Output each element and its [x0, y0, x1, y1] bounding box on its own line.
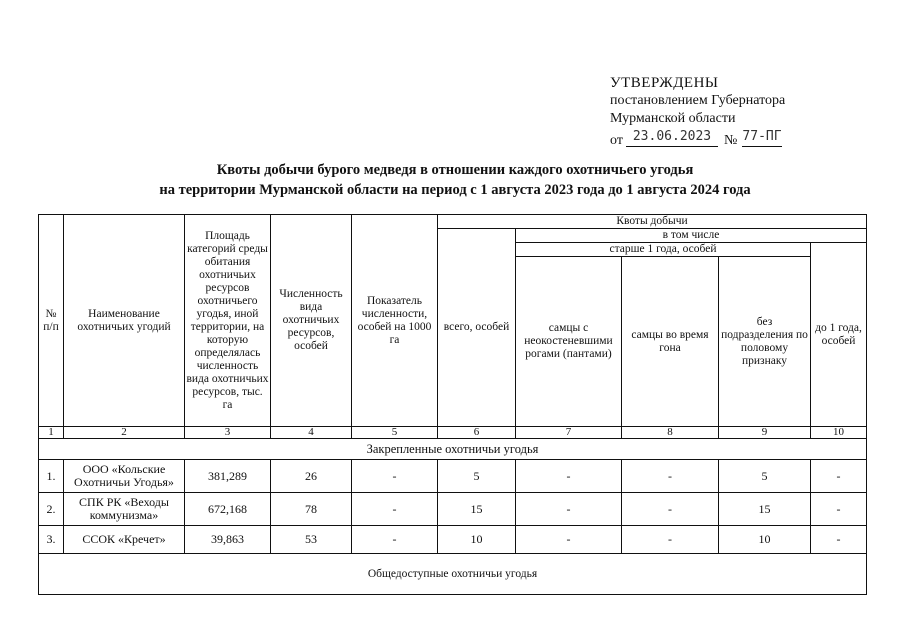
row-population: 53 — [271, 526, 352, 554]
header-num: № п/п — [39, 215, 64, 427]
header-under1: до 1 года, особей — [811, 243, 867, 427]
header-hunt-males: самцы во время гона — [622, 257, 719, 427]
approved-by: постановлением Губернатора — [610, 93, 786, 108]
row-total: 15 — [438, 493, 516, 526]
header-older: старше 1 года, особей — [516, 243, 811, 257]
row-density: - — [352, 460, 438, 493]
row-hunt-males: - — [622, 526, 719, 554]
row-name: ССОК «Кречет» — [64, 526, 185, 554]
row-name: СПК РК «Веходы коммунизма» — [64, 493, 185, 526]
header-males: самцы с неокостеневшими рогами (пантами) — [516, 257, 622, 427]
approval-stamp — [610, 74, 785, 150]
header-no-sex: без подразделения по половому признаку — [719, 257, 811, 427]
header-including: в том числе — [516, 229, 867, 243]
row-num: 3. — [39, 526, 64, 554]
table-row — [39, 526, 867, 554]
col-number: 5 — [352, 427, 438, 439]
col-number: 10 — [811, 427, 867, 439]
row-total: 5 — [438, 460, 516, 493]
document-title — [0, 160, 910, 200]
header-name: Наименование охотничьих угодий — [64, 215, 185, 427]
row-num: 1. — [39, 460, 64, 493]
table-row — [39, 493, 867, 526]
table-row — [39, 460, 867, 493]
row-area: 39,863 — [185, 526, 271, 554]
row-num: 2. — [39, 493, 64, 526]
quota-table — [38, 214, 867, 595]
title-line-1: Квоты добычи бурого медведя в отношении каждого охотничьего угодья — [216, 162, 694, 178]
row-under1: - — [811, 526, 867, 554]
approval-number: 77-ПГ — [742, 128, 782, 147]
row-under1: - — [811, 493, 867, 526]
header-area: Площадь категорий среды обитания охотничьих ресурсов охотничьего угодья, иной территории, на которую определялась численность вида охотничьих ресурсов, тыс. га — [185, 215, 271, 427]
row-no-sex: 15 — [719, 493, 811, 526]
col-number: 8 — [622, 427, 719, 439]
approval-sign-line — [610, 128, 785, 150]
col-number: 7 — [516, 427, 622, 439]
row-under1: - — [811, 460, 867, 493]
row-no-sex: 5 — [719, 460, 811, 493]
section-assigned-lands: Закрепленные охотничьи угодья — [39, 439, 867, 460]
date-prefix: от — [610, 133, 623, 148]
row-density: - — [352, 493, 438, 526]
approval-date: 23.06.2023 — [626, 128, 718, 147]
col-number: 6 — [438, 427, 516, 439]
section-public-lands: Общедоступные охотничьи угодья — [39, 554, 867, 595]
row-males: - — [516, 526, 622, 554]
col-number: 3 — [185, 427, 271, 439]
header-total: всего, особей — [438, 229, 516, 427]
row-total: 10 — [438, 526, 516, 554]
col-number: 9 — [719, 427, 811, 439]
row-population: 26 — [271, 460, 352, 493]
row-area: 672,168 — [185, 493, 271, 526]
header-quota: Квоты добычи — [438, 215, 867, 229]
header-density: Показатель численности, особей на 1000 га — [352, 215, 438, 427]
row-population: 78 — [271, 493, 352, 526]
row-no-sex: 10 — [719, 526, 811, 554]
row-name: ООО «Кольские Охотничьи Угодья» — [64, 460, 185, 493]
row-males: - — [516, 460, 622, 493]
row-males: - — [516, 493, 622, 526]
col-number: 2 — [64, 427, 185, 439]
row-hunt-males: - — [622, 493, 719, 526]
title-line-2: на территории Мурманской области на период с 1 августа 2023 года до 1 августа 2024 года — [159, 182, 751, 198]
col-number: 1 — [39, 427, 64, 439]
row-density: - — [352, 526, 438, 554]
header-population: Численность вида охотничьих ресурсов, особей — [271, 215, 352, 427]
approved-label: УТВЕРЖДЕНЫ — [610, 75, 719, 91]
approved-region: Мурманской области — [610, 111, 736, 126]
row-area: 381,289 — [185, 460, 271, 493]
row-hunt-males: - — [622, 460, 719, 493]
number-sign: № — [724, 133, 738, 148]
col-number: 4 — [271, 427, 352, 439]
